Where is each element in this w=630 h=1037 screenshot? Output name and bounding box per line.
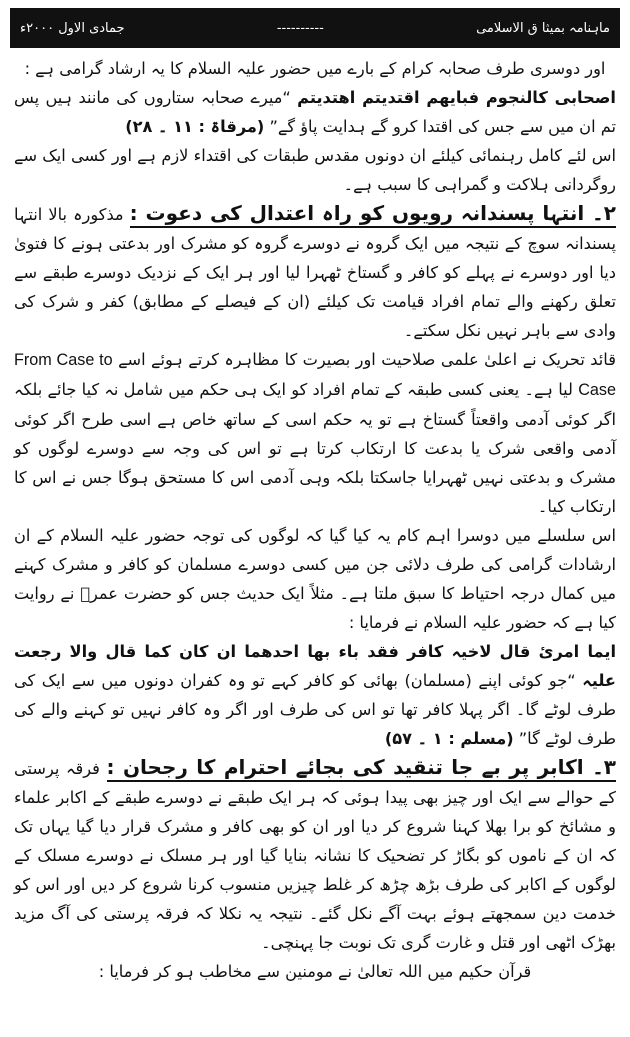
text-part: لیا ہے۔ یعنی کسی طبقہ کے تمام افراد کو ایک ہی حکم میں شامل نہ کیا جائے بلکہ اگر کوئی آدمی واقعتاً گستاخ ہے تو یہ حکم اسی کے ساتھ خاص ہے اسی طرح اگر کوئی آدمی واقعی شرک یا بدعت کا ارتکاب کرتا ہے تو اس کی وجہ سے دوسرے لوگوں کو مشرک و بدعتی نہیں ٹھہرایا جاسکتا بلکہ وہی آدمی اس کا مستحق ہوگا جس نے اس کا ارتکاب کیا۔ xyxy=(14,380,616,516)
article-body xyxy=(14,54,616,986)
reference: (مسلم : ۱ ۔ ۵۷) xyxy=(384,729,514,748)
paragraph-hadith-1 xyxy=(14,83,616,141)
arabic-quote: ایما امرئ قال لاخیہ کافر فقد باء بھا احدھما ان کان کما قال والا رجعت علیہ xyxy=(14,642,616,690)
paragraph-intro: اور دوسری طرف صحابہ کرام کے بارے میں حضور علیہ السلام کا یہ ارشاد گرامی ہے : xyxy=(24,59,606,78)
section-2-heading: ۲۔ انتہا پسندانہ رویوں کو راہ اعتدال کی دعوت : xyxy=(130,201,616,228)
paragraph-conclusion: اس لئے کامل رہنمائی کیلئے ان دونوں مقدس طبقات کی اقتداء لازم ہے اور کسی ایک سے روگردانی ہلاکت و گمراہی کا سبب ہے۔ xyxy=(14,146,616,194)
text-part: قائد تحریک نے اعلیٰ علمی صلاحیت اور بصیرت کا مظاہرہ کرتے ہوئے اسے xyxy=(118,350,616,369)
paragraph-case-to-case xyxy=(14,345,616,521)
urdu-translation: “جو کوئی اپنے (مسلمان) بھائی کو کافر کہے تو وہ کفران دونوں میں سے ایک کی طرف لوٹے گا۔ اگر پہلا کافر تھا تو اس کی طرف اور اگر وہ کافر نہیں تو کہنے والے کی طرف لوٹے گا” xyxy=(14,671,616,748)
section-3-text: فرقہ پرستی کے حوالے سے ایک اور چیز بھی پیدا ہوئی کہ ہر ایک طبقے نے دوسرے طبقے کے اکابر علماء و مشائخ کو برا بھلا کہنا شروع کر دیا اور ان کو بھی کافر و مشرک قرار دیا گیا یہاں تک کہ ان کے ناموں کو بگاڑ کر تضحیک کا نشانہ بنایا گیا اور ہر مسلک نے دوسرے مسلک کے لوگوں کے اکابر کی طرف بڑھ چڑھ کر غلط چیزیں منسوب کرنا شروع کر دیں اور اس کو خدمت دین سمجھتے ہوئے بہت آگے نکل گئے۔ نتیجہ یہ نکلا کہ فرقہ پرستی کی آگ مزید بھڑک اٹھی اور قتل و غارت گری تک نوبت جا پہنچی۔ xyxy=(14,759,616,952)
paragraph-hadith-2 xyxy=(14,637,616,753)
arabic-quote: اصحابی کالنجوم فبایھم اقتدیتم اھتدیتم xyxy=(297,88,616,107)
urdu-translation: “میرے صحابہ ستاروں کی مانند ہیں پس تم ان میں سے جس کی اقتدا کرو گے ہدایت پاؤ گے” xyxy=(14,88,616,136)
reference: (مرقاۃ : ۱۱ ۔ ۲۸) xyxy=(125,117,265,136)
section-2 xyxy=(14,199,616,345)
section-2-text: مذکورہ بالا انتہا پسندانہ سوچ کے نتیجہ میں ایک گروہ نے دوسرے گروہ کو مشرک اور بدعتی ہونے کا فتویٰ دیا اور دوسرے نے پہلے کو کافر و گستاخ ٹھہرا لیا اور ہر ایک کے نزدیک دوسرے طبقے سے تعلق رکھنے والے تمام افراد قیامت تک کیلئے (ان کے فیصلے کے مطابق) کفر و شرک کی وادی سے باہر نہیں نکل سکتے۔ xyxy=(14,205,616,340)
section-3 xyxy=(14,753,616,957)
header-date: جمادی الاول ۲۰۰۰ء xyxy=(20,20,125,36)
paragraph-caution: اس سلسلے میں دوسرا اہم کام یہ کیا گیا کہ لوگوں کی توجہ حضور علیہ السلام کے ان ارشادات گرامی کی طرف دلائی جن میں کسی دوسرے مسلمان کو کافر و مشرک کہنے میں کمال درجہ احتیاط کا سبق ملتا ہے۔ مثلاً ایک حدیث جس کو حضرت عمرؓ نے روایت کیا ہے کہ حضور علیہ السلام نے فرمایا : xyxy=(14,526,616,632)
page-header xyxy=(10,8,620,48)
paragraph-quran-intro: قرآن حکیم میں اللہ تعالیٰ نے مومنین سے مخاطب ہو کر فرمایا : xyxy=(98,962,532,981)
section-3-heading: ۳۔ اکابر پر بے جا تنقید کی بجائے احترام کا رجحان : xyxy=(107,755,617,782)
english-phrase: From Case to Case xyxy=(14,351,616,399)
header-title: ماہنامہ بمیثا ق الاسلامی xyxy=(476,20,610,36)
header-dashes: ---------- xyxy=(276,20,324,36)
